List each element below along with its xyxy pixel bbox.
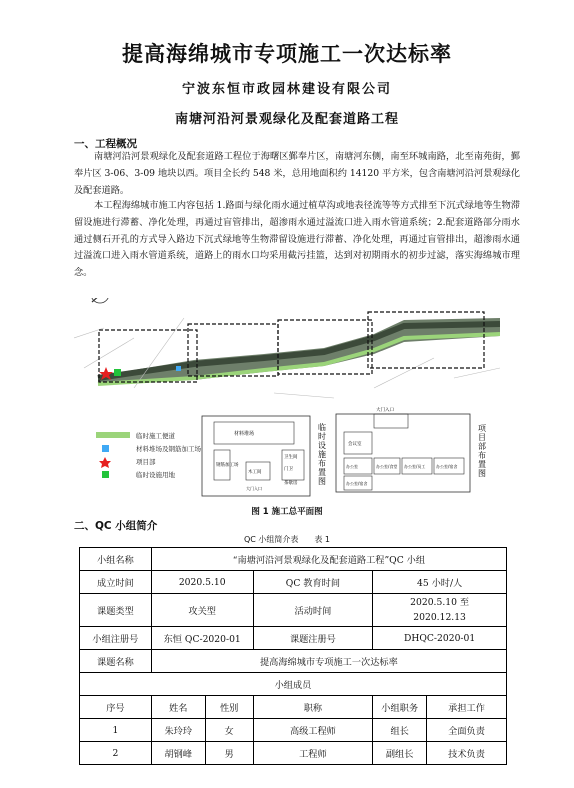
table-row: 小组注册号 东恒 QC-2020-01 课题注册号 DHQC-2020-01	[80, 627, 507, 650]
temporary-facility-plan	[202, 416, 310, 496]
svg-text:茶歇房: 茶歇房	[284, 481, 298, 486]
svg-text:大门入口: 大门入口	[376, 408, 394, 413]
svg-text:办公室/宿舍: 办公室/宿舍	[346, 481, 368, 486]
svg-text:卫生间: 卫生间	[284, 455, 298, 460]
facility-square	[114, 369, 121, 376]
svg-text:材料堆场: 材料堆场	[234, 431, 255, 437]
legend	[96, 431, 202, 479]
svg-text:会议室: 会议室	[348, 442, 362, 447]
table-row: 课题类型 攻关型 活动时间 2020.5.10 至 2020.12.13	[80, 594, 507, 627]
overview-paragraph-1: 南塘河沿河景观绿化及配套道路工程位于海曙区鄞奉片区，南塘河东侧，南至环城南路，北至南苑街，鄞奉片区 3-06、3-09 地块以西。项目全长约 548 米，总用地面积约 14120 平方米，包含南塘河沿河景观绿化及配套道路。	[74, 151, 520, 196]
temporary-facility-label: 临时设施布置图	[317, 423, 327, 486]
svg-text:办公室: 办公室	[346, 464, 358, 469]
section-2-heading: 二、QC 小组简介	[74, 520, 158, 532]
north-arrow-icon	[91, 298, 110, 303]
svg-text:木工间: 木工间	[248, 470, 262, 475]
document-title: 提高海绵城市专项施工一次达标率	[122, 42, 452, 66]
company-name: 宁波东恒市政园林建设有限公司	[181, 82, 392, 97]
table-row: 小组名称 “南塘河沿河景观绿化及配套道路工程”QC 小组	[80, 548, 507, 571]
table-row: 序号 姓名 性别 职称 小组职务 承担工作	[80, 696, 507, 719]
svg-text:钢筋加工场: 钢筋加工场	[216, 463, 239, 468]
table-caption: QC 小组简介表 表 1	[243, 535, 331, 544]
table-row: 1 朱玲玲 女 高级工程师 组长 全面负责	[80, 719, 507, 742]
svg-text:办公室/食堂: 办公室/食堂	[376, 464, 398, 469]
legend-road: 临时施工便道	[136, 432, 175, 440]
project-department-label: 项目部布置图	[477, 424, 487, 478]
overview-paragraph-2: 本工程海绵城市施工内容包括 1.路面与绿化雨水通过植草沟或地表径流等等方式排至下沉式绿地等生物滞留设施进行滞蓄、净化处理，再通过盲管排出，超渗雨水通过溢流口进入雨水管道系统；2.配套道路部分雨水通过侧石开孔的方式导入路边下沉式绿地等生物滞留设施进行滞蓄、净化处理，再通过盲管排出，超渗雨水通过溢流口进入雨水管道系统，道路上的雨水口均采用截污挂篮，达到对初期雨水的初步过滤，落实海绵城市理念。	[74, 200, 520, 279]
svg-text:门卫: 门卫	[284, 467, 293, 472]
site-plan-figure	[74, 298, 500, 498]
table-row: 课题名称 提高海绵城市专项施工一次达标率	[80, 650, 507, 673]
qc-group-table	[79, 547, 507, 765]
svg-text:大门入口: 大门入口	[246, 486, 262, 491]
legend-office: 项目部	[136, 458, 156, 466]
svg-text:办公室/宿舍: 办公室/宿舍	[436, 464, 458, 469]
section-1-heading: 一、工程概况	[74, 138, 137, 150]
svg-text:办公室/员工: 办公室/员工	[404, 464, 426, 469]
project-name: 南塘河沿河景观绿化及配套道路工程	[174, 112, 399, 127]
legend-facility: 临时设施用地	[136, 471, 175, 479]
project-department-plan	[336, 406, 470, 492]
table-row: 小组成员	[80, 673, 507, 696]
legend-yard: 材料堆场及钢筋加工场	[136, 445, 201, 453]
table-row: 2 胡钢峰 男 工程师 副组长 技术负责	[80, 742, 507, 765]
figure-caption: 图 1 施工总平面图	[251, 507, 323, 517]
table-row: 成立时间 2020.5.10 QC 教育时间 45 小时/人	[80, 571, 507, 594]
